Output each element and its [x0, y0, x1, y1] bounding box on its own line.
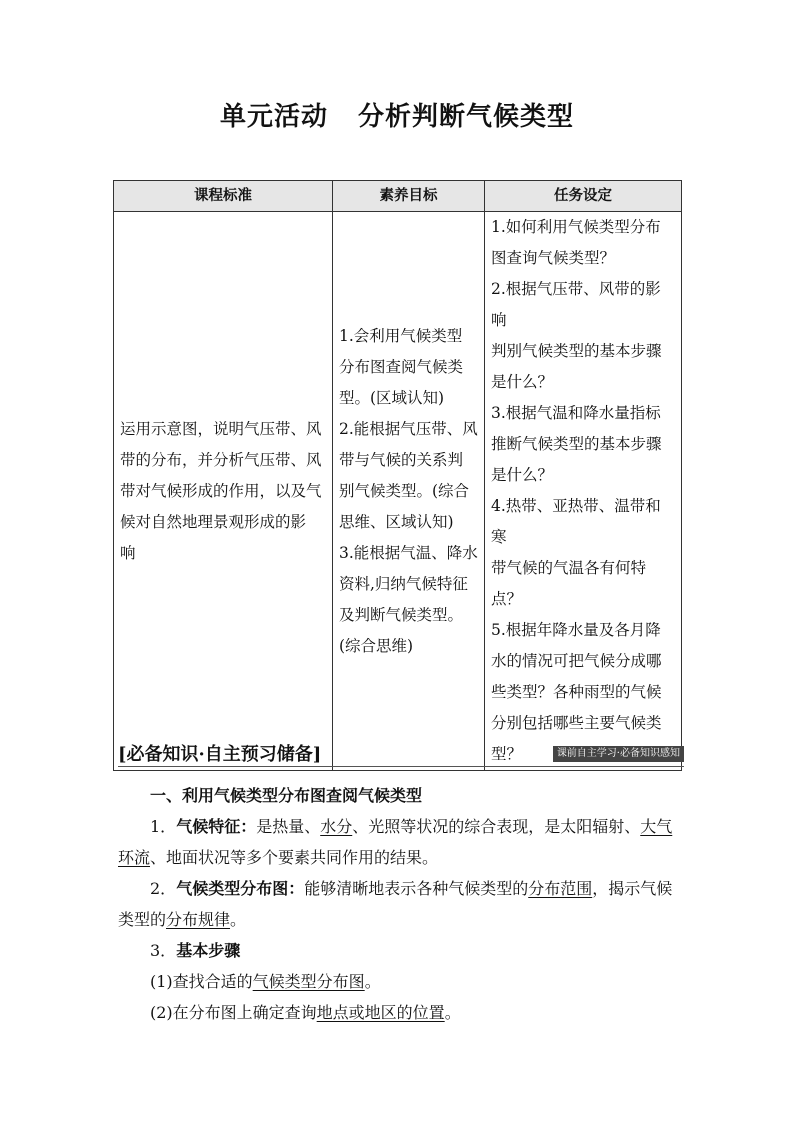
text: 是热量、	[256, 817, 321, 836]
cell-line: 是什么？	[491, 373, 554, 391]
text: (2)在分布图上确定查询	[150, 1003, 317, 1022]
paragraph-1-cont	[118, 842, 684, 873]
curriculum-standard-cell	[114, 212, 333, 771]
cell-line: 3.能根据气温、降水	[339, 543, 478, 562]
cell-line: 2.根据气压带、风带的影响	[491, 280, 661, 329]
item-number: 3．	[150, 941, 177, 960]
cell-line: 1.会利用气候类型	[339, 326, 463, 345]
cell-line: 带气候的气温各有何特	[491, 559, 647, 577]
text: ，揭示气候	[592, 879, 673, 898]
cell-line: 5.根据年降水量及各月降	[491, 621, 661, 639]
text: 类型的	[118, 910, 167, 929]
step-1	[118, 966, 684, 997]
title-part-2: 分析判断气候类型	[358, 102, 575, 132]
item-label: 气候类型分布图：	[176, 879, 305, 898]
cell-line: (综合思维)	[339, 636, 414, 655]
cell-line: 带对气候形成的作用，以及气	[120, 481, 322, 500]
step-2	[118, 997, 684, 1028]
item-label: 气候特征：	[176, 817, 257, 836]
cell-line: 分别包括哪些主要气候类	[491, 714, 662, 732]
underlined-term: 地点或地区的位置	[316, 1003, 445, 1022]
table-row	[114, 212, 682, 771]
heading-1: 一、利用气候类型分布图查阅气候类型	[150, 786, 423, 805]
header-curriculum-standard: 课程标准	[114, 181, 333, 212]
task-setting-cell	[485, 212, 682, 771]
text: 。	[230, 910, 247, 929]
cell-line: 分布图查阅气候类	[339, 357, 464, 376]
cell-line: 些类型？各种雨型的气候	[491, 683, 662, 701]
underlined-term: 分布范围	[528, 879, 593, 898]
text: 能够清晰地表示各种气候类型的	[304, 879, 529, 898]
table-header-row	[114, 181, 682, 212]
cell-line: 判别气候类型的基本步骤	[491, 342, 662, 360]
cell-line: 别气候类型。(综合	[339, 481, 470, 500]
cell-line: 型？	[491, 745, 523, 763]
cell-line: 型。(区域认知)	[339, 388, 445, 407]
underlined-term: 大气	[640, 817, 673, 836]
cell-line: 响	[120, 543, 136, 562]
underlined-term: 气候类型分布图	[252, 972, 365, 991]
cell-line: 带的分布，并分析气压带、风	[120, 450, 322, 469]
item-number: 2．	[150, 879, 177, 898]
underlined-term: 水分	[320, 817, 353, 836]
paragraph-2	[118, 873, 684, 904]
section-title: [必备知识·自主预习储备]	[118, 744, 322, 765]
item-label: 基本步骤	[176, 941, 241, 960]
underlined-term: 环流	[118, 848, 151, 867]
cell-line: 是什么？	[491, 466, 554, 484]
cell-line: 图查询气候类型？	[491, 249, 616, 267]
paragraph-3	[118, 935, 684, 966]
cell-line: 及判断气候类型。	[339, 605, 464, 624]
text: 。	[364, 972, 381, 991]
cell-line: 1.如何利用气候类型分布	[491, 218, 661, 236]
cell-line: 资料,归纳气候特征	[339, 574, 468, 593]
text: 。	[444, 1003, 461, 1022]
cell-line: 3.根据气温和降水量指标	[491, 404, 661, 422]
curriculum-table	[113, 180, 682, 771]
cell-line: 2.能根据气压带、风	[339, 419, 478, 438]
paragraph-1	[118, 811, 684, 842]
text: 、地面状况等多个要素共同作用的结果。	[150, 848, 439, 867]
cell-line: 带与气候的关系判	[339, 450, 464, 469]
section-header	[118, 740, 684, 767]
underlined-term: 分布规律	[166, 910, 231, 929]
literacy-goal-cell	[333, 212, 485, 771]
text: (1)查找合适的	[150, 972, 253, 991]
section-tag: 课前自主学习·必备知识感知	[553, 746, 684, 762]
cell-line: 4.热带、亚热带、温带和寒	[491, 497, 661, 546]
header-task-setting: 任务设定	[485, 181, 682, 212]
cell-line: 候对自然地理景观形成的影	[120, 512, 307, 531]
title-part-1: 单元活动	[219, 102, 328, 132]
header-literacy-goal: 素养目标	[333, 181, 485, 212]
cell-line: 推断气候类型的基本步骤	[491, 435, 662, 453]
page-title	[0, 96, 794, 133]
cell-line: 运用示意图，说明气压带、风	[120, 419, 322, 438]
cell-line: 水的情况可把气候分成哪	[491, 652, 662, 670]
item-number: 1．	[150, 817, 177, 836]
cell-line: 点？	[491, 590, 523, 608]
cell-line: 思维、区域认知)	[339, 512, 454, 531]
content-body	[118, 780, 684, 1028]
paragraph-2-cont	[118, 904, 684, 935]
text: 、光照等状况的综合表现，是太阳辐射、	[352, 817, 641, 836]
